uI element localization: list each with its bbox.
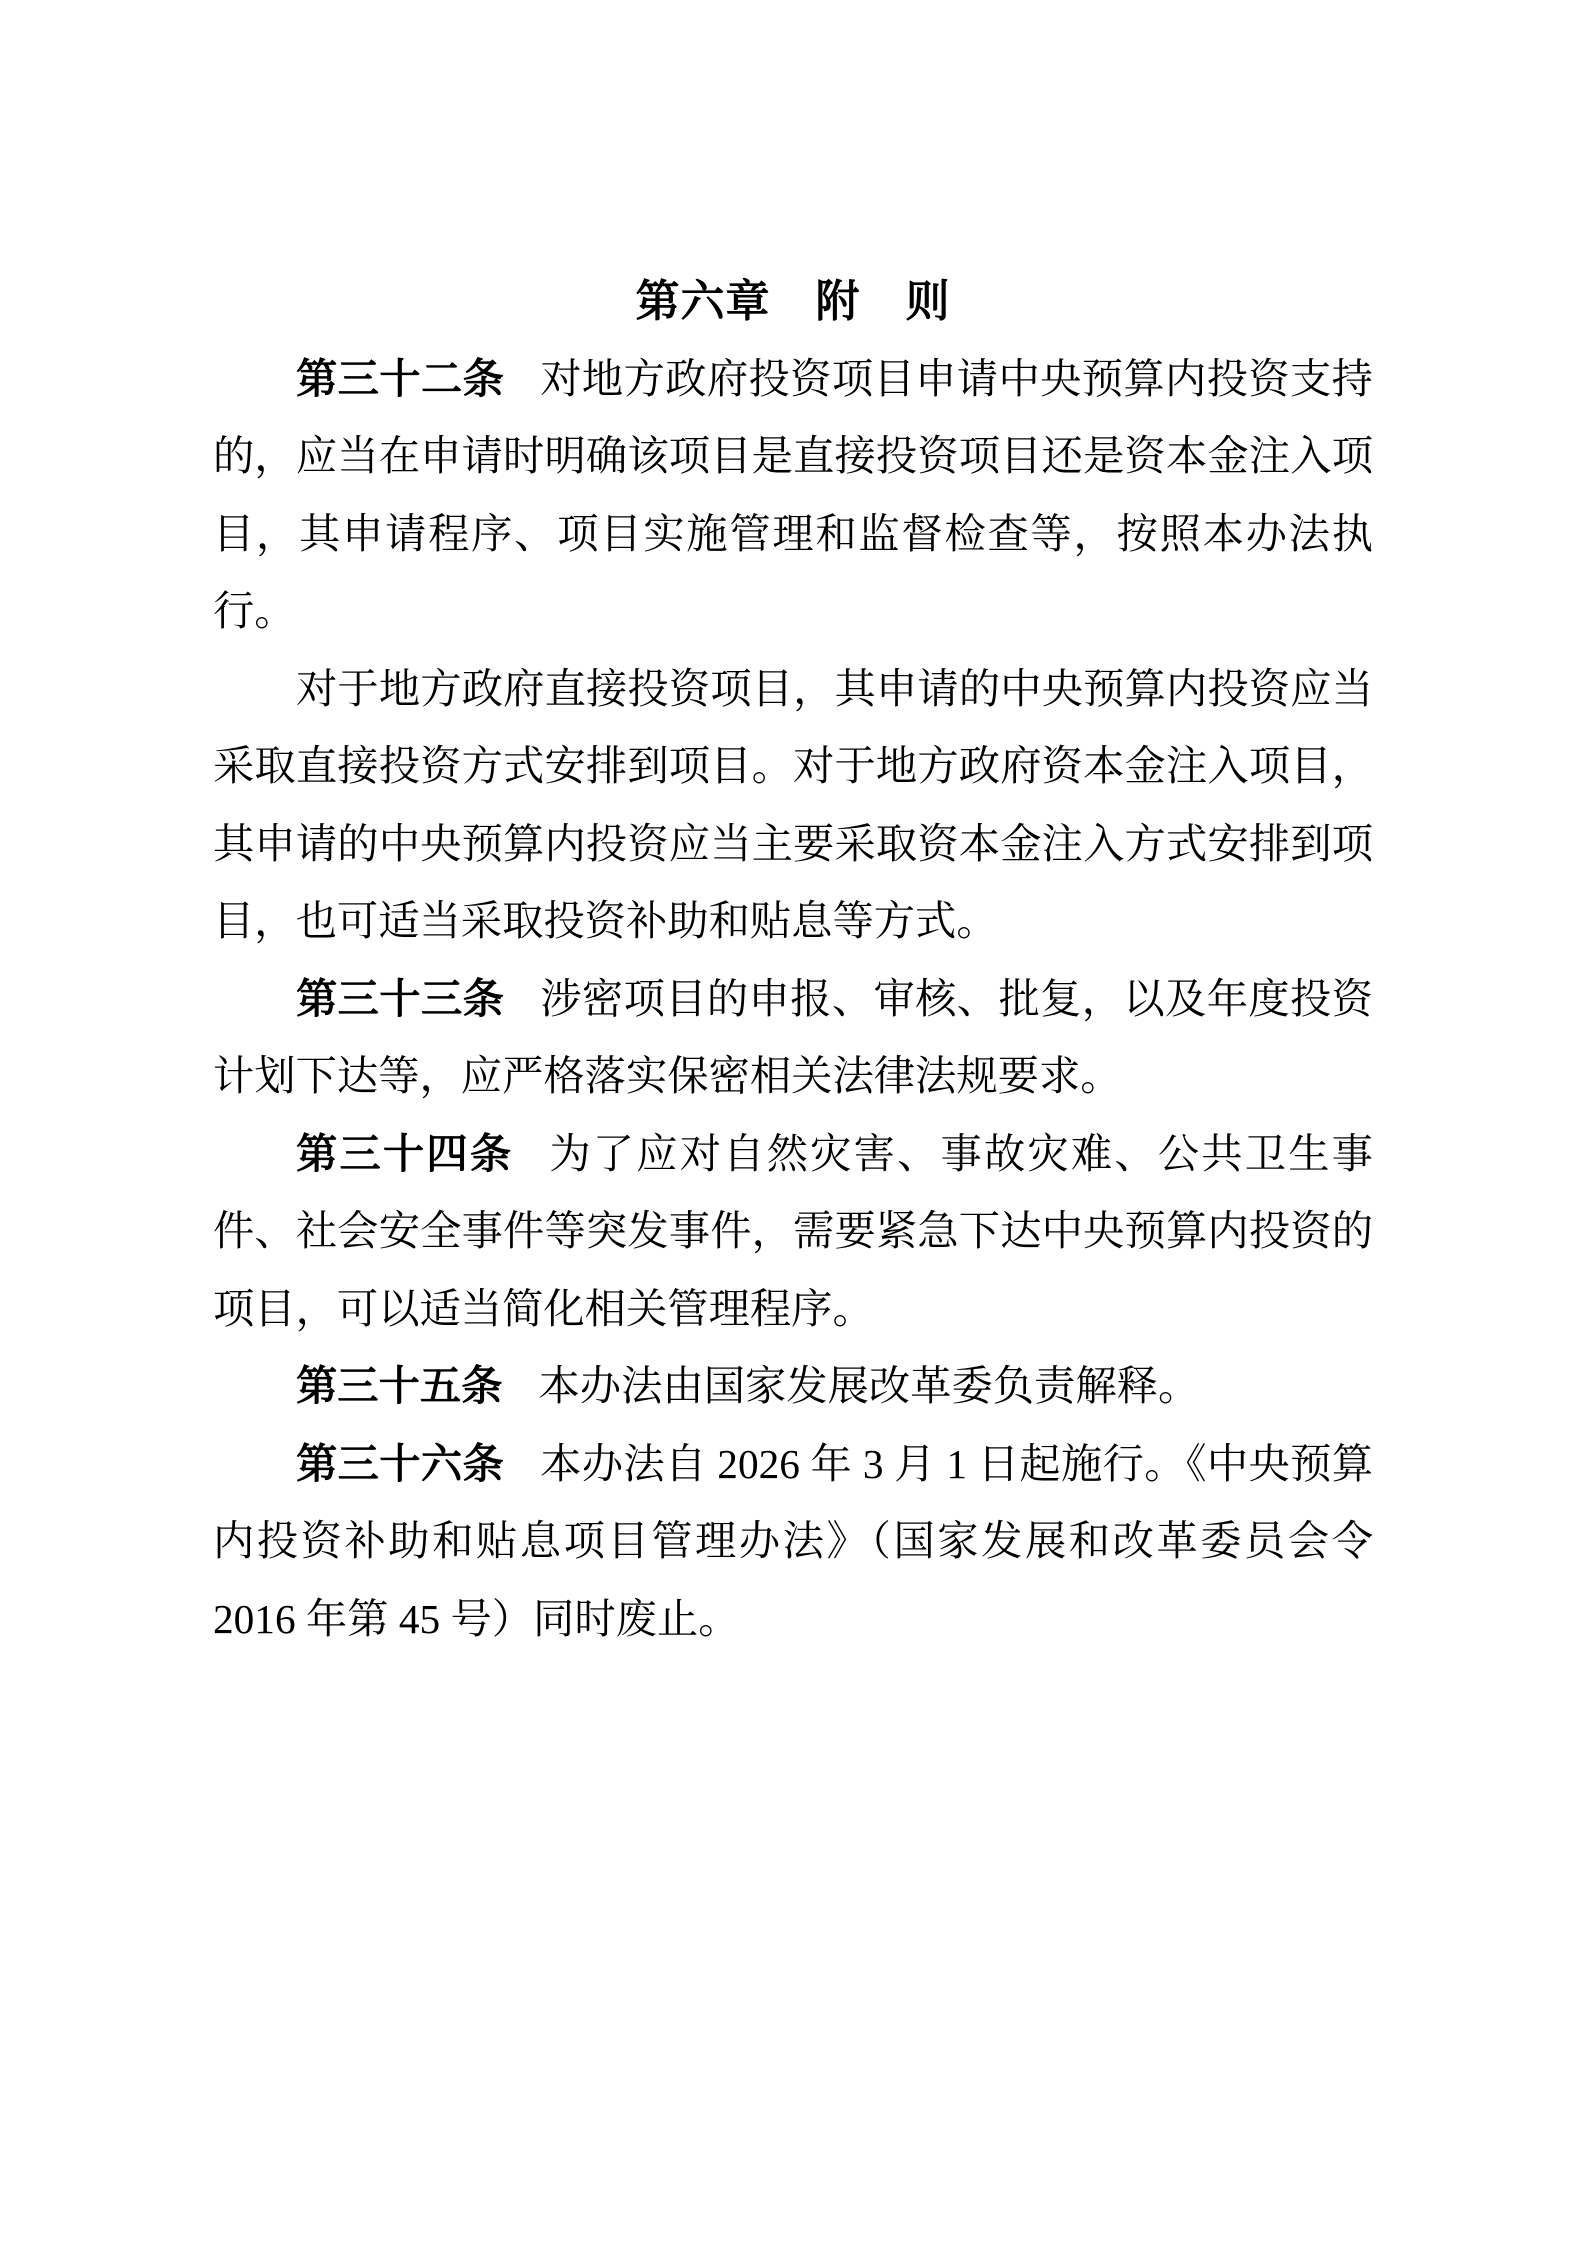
paragraph xyxy=(213,1426,1373,1659)
paragraph xyxy=(213,651,1373,961)
article-number: 第三十五条 xyxy=(296,1363,503,1409)
article-number: 第三十二条 xyxy=(296,355,505,402)
article-number: 第三十三条 xyxy=(296,975,505,1022)
paragraph xyxy=(213,1116,1373,1349)
chapter-title: 第六章 附 则 xyxy=(635,277,951,326)
paragraph-text: 为了应对自然灾害、事故灾难、公共卫生事件、社会安全事件等突发事件，需要紧急下达中央预算内投资的项目，可以适当简化相关管理程序。 xyxy=(213,1130,1373,1332)
paragraph-text: 本办法自 2026 年 3 月 1 日起施行。《中央预算内投资补助和贴息项目管理办法》（国家发展和改革委员会令 2016 年第 45 号）同时废止。 xyxy=(213,1440,1373,1642)
paragraph-text: 对于地方政府直接投资项目，其申请的中央预算内投资应当采取直接投资方式安排到项目。对于地方政府资本金注入项目，其申请的中央预算内投资应当主要采取资本金注入方式安排到项目，也可适当采取投资补助和贴息等方式。 xyxy=(213,665,1373,944)
page-content xyxy=(213,263,1373,1658)
document-body xyxy=(213,341,1373,1659)
article-number: 第三十六条 xyxy=(296,1440,505,1487)
paragraph xyxy=(213,341,1373,651)
paragraph-text: 对地方政府投资项目申请中央预算内投资支持的，应当在申请时明确该项目是直接投资项目还是资本金注入项目，其申请程序、项目实施管理和监督检查等，按照本办法执行。 xyxy=(213,355,1373,634)
paragraph xyxy=(213,1348,1373,1426)
paragraph xyxy=(213,961,1373,1116)
article-number: 第三十四条 xyxy=(296,1130,514,1177)
paragraph-text: 涉密项目的申报、审核、批复，以及年度投资计划下达等，应严格落实保密相关法律法规要求。 xyxy=(213,975,1373,1099)
paragraph-text: 本办法由国家发展改革委负责解释。 xyxy=(538,1363,1200,1409)
